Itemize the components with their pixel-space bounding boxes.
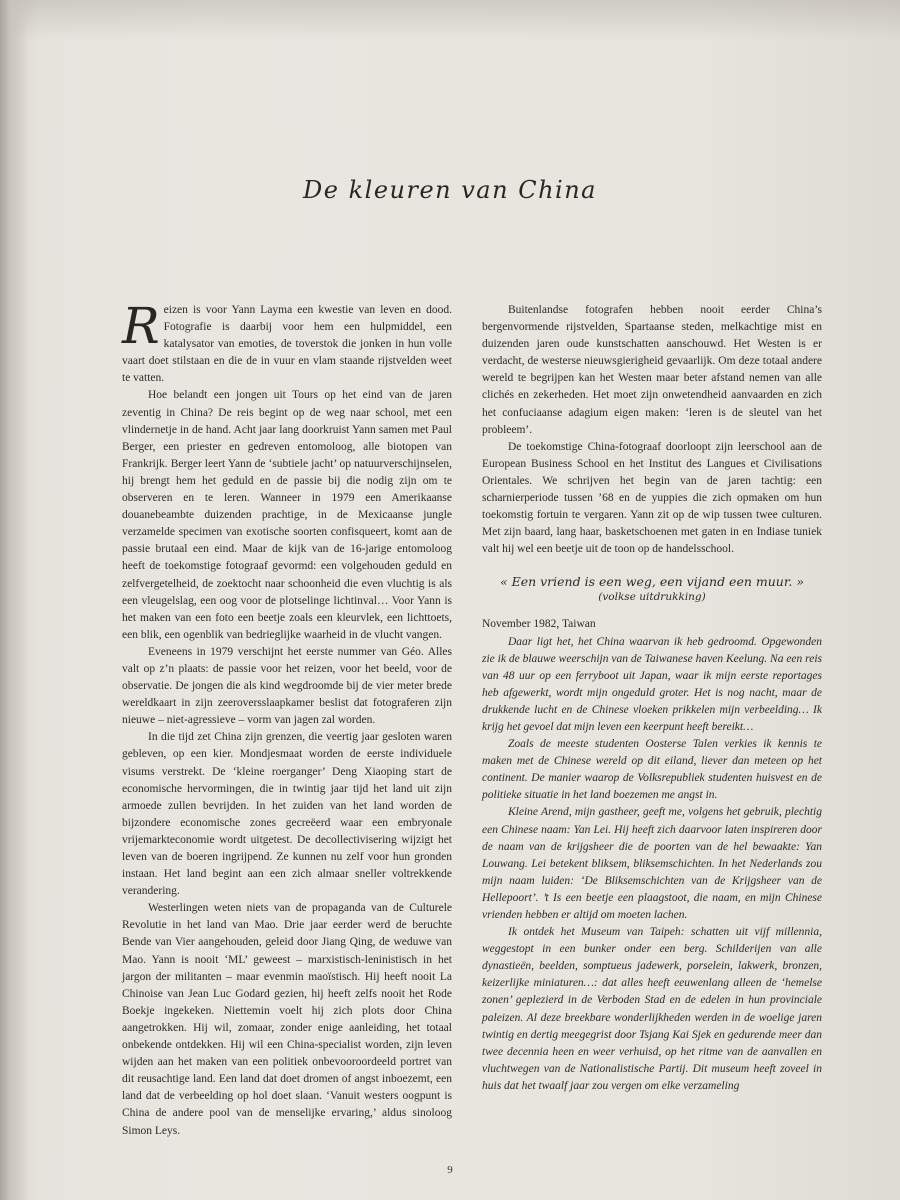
paragraph-text: eizen is voor Yann Layma een kwestie van leven en dood. Fotografie is daarbij voor hem een hulpmiddel, een katalysator van emoties, de toverstok die jonken in hun volle vaart doet stilstaan en die de in vuur en vlam staande rijstvelden weet te vatten. [122,304,452,385]
drop-cap: R [122,297,160,355]
paragraph: Westerlingen weten niets van de propaganda van de Culturele Revolutie in het land van Mao. Drie jaar eerder werd de beruchte Bende van Vier aangehouden, geleid door Jiang Qing, de weduwe van Mao. Yann is nooit ‘ML’ geweest – marxistisch-leninistisch in het jargon der militanten – maar evenmin maoïstisch. Hij heeft nooit La Chinoise van Jean Luc Godard gezien, hij heeft zelfs nooit het Rode Boekje ingekeken. Niettemin voelt hij zich plots door China aangetrokken. Hij wil, zomaar, zonder enige aanleiding, het totaal onbekende ontdekken. Hij wil een China-specialist worden, zijn leven wijden aan het maken van een politiek onbevooroordeeld portret van dit reusachtige land. Een land dat doet dromen of angst inboezemt, een land dat de verbeelding op hol doet slaan. ‘Vanuit westers oogpunt is China de andere pool van de menselijke ervaring,’ aldus sinoloog Simon Leys. [122,902,452,1137]
paragraph: De toekomstige China-fotograaf doorloopt zijn leerschool aan de European Business School en het Institut des Langues et Civilisations Orientales. We schrijven het begin van de jaren tachtig: een scharnierperiode tussen ’68 en de yuppies die zich opmaken om hun toekomstig fortuin te vergaren. Yann zit op de wip tussen twee culturen. Met zijn baard, lang haar, basketschoenen met gaten in en Indiase tuniek valt hij wel een beetje uit de toon op de handelsschool. [482,440,822,556]
epigraph-source: (volkse uitdrukking) [598,591,706,604]
diary-paragraph: Daar ligt het, het China waarvan ik heb gedroomd. Opgewonden zie ik de blauwe weerschijn van de Taiwanese haven Keelung. Na een reis van 48 uur op een ferryboot uit Japan, waar ik mijn eerste reportages heb afgewerkt, wordt mijn ongeduld groter. Het is nog nacht, maar de drukkende lucht en de Chinese vloeken prikkelen mijn verbeelding… Ik krijg het gevoel dat mijn leven een keerpunt heeft bereikt… [482,635,822,733]
page-title: De kleuren van China [303,176,597,204]
diary-paragraph: Kleine Arend, mijn gastheer, geeft me, volgens het gebruik, plechtig een Chinese naam: Yan Lei. Hij heeft zich daarvoor laten inspireren door de naam van de krijgsheer die de poorten van de hel bewaakte: Yan Louwang. Lei betekent bliksem, bliksemschichten. In het Nederlands zou mijn naam luiden: ‘De Bliksemschichten van de Krijgsheer van de Hellepoort’. ’t Is een beetje een plaagstoot, die naam, en mijn Chinese vrienden hebben er altijd om moeten lachen. [482,806,822,921]
epigraph-quote: « Een vriend is een weg, een vijand een muur. » [499,574,805,590]
page-number: 9 [447,1164,453,1176]
diary-heading: November 1982, Taiwan [482,618,596,631]
paragraph: In die tijd zet China zijn grenzen, die veertig jaar gesloten waren gebleven, op een kier. Mondjesmaat worden de eerste individuele visums verstrekt. De ‘kleine roerganger’ Deng Xiaoping start de economische hervormingen, die in twintig jaar tijd het land uit zijn armoede zullen bevrijden. In het zuiden van het land worden de bijzondere economische zones gecreëerd waar een embryonale vrijemarkteconomie wordt uitgetest. De decollectivisering wijzigt het leven van de boeren ingrijpend. Ze kunnen nu zelf voor hun gronden instaan. Het land begint aan een zich almaar sneller voltrekkende verandering. [122,731,452,898]
diary-entry [482,634,822,1096]
left-column [122,297,452,1140]
page-shadow [0,0,900,40]
paragraph: Buitenlandse fotografen hebben nooit eerder China’s bergenvormende rijstvelden, Spartaanse steden, melkachtige mist en duizenden jaren oude kunstschatten aanschouwd. Het Westen is er verdacht, de westerse nieuwsgierigheid gevaarlijk. Om deze totaal andere wereld te begrijpen kan het Westen maar beter afstand nemen van alle clichés en zekerheden. Het moet zijn onwetendheid aanvaarden en zich het confuciaanse adagium eigen maken: ‘leren is de sleutel van het probleem’. [482,304,822,436]
paragraph-intro [122,297,452,387]
paragraph: Eveneens in 1979 verschijnt het eerste nummer van Géo. Alles valt op z’n plaats: de passie voor het reizen, voor het beeld, voor de observatie. De jongen die als kind wegdroomde bij de vier meter brede wereldkaart in zijn zeeroversslaapkamer beslist dat fotograferen zijn nieuwe – niet-agressieve – vorm van jagen zal worden. [122,645,452,727]
right-column [482,302,822,1095]
paragraph: Hoe belandt een jongen uit Tours op het eind van de jaren zeventig in China? De reis begint op de weg naar school, met een vlindernetje in de hand. Acht jaar lang doorkruist Yann samen met Paul Berger, een priester en gedreven entomoloog, alle biotopen van Frankrijk. Berger leert Yann de ‘subtiele jacht’ op natuurverschijnselen, hij brengt hem het geduld en de passie bij die nodig zijn om te observeren en te leren. Wanneer in 1979 een Amerikaanse douanebeambte duizenden prachtige, in de Mexicaanse jungle verzamelde specimen van exotische soorten confisqueert, komt aan de passie brutaal een eind. Maar de kijk van de 16-jarige entomoloog heeft de toekomstige fotograaf gevormd: een volgehouden geduld en zelfvergetelheid, de zoektocht naar schoonheid die even vluchtig is als een vleugelslag, een oog voor de plotselinge lichtinval… Voor Yann is het maken van een foto een beetje zoals een kleurvlek, een lichttoets, een blik, een ogenblik van bedrieglijke waarheid in de vlucht vangen. [122,389,452,641]
diary-paragraph: Ik ontdek het Museum van Taipeh: schatten uit vijf millennia, weggestopt in een bunker onder een berg. Schilderijen van alle dynastieën, beelden, somptueus jadewerk, porselein, lakwerk, bronzen, keizerlijke miniaturen…: dat alles heeft eeuwenlang alleen de ‘hemelse zonen’ geplezierd in de Verboden Stad en de edelen in hun provinciale paleizen. Al deze breekbare wonderlijkheden werden in de woelige jaren twintig en dertig meegegrist door Tsjang Kai Sjek en gedurende meer dan twee decennia heen en weer verhuisd, op het ritme van de aanvallen en vluchtwegen van de Nationalistische Partij. Dit museum heeft zoveel in huis dat het twaalf jaar zou vergen om elke verzameling [482,926,822,1092]
diary-paragraph: Zoals de meeste studenten Oosterse Talen verkies ik kennis te maken met de Chinese wereld op dit eiland, liever dan meteen op het continent. De manier waarop de Volksrepubliek studenten huisvest en de politieke situatie in het land boezemen me angst in. [482,738,822,802]
